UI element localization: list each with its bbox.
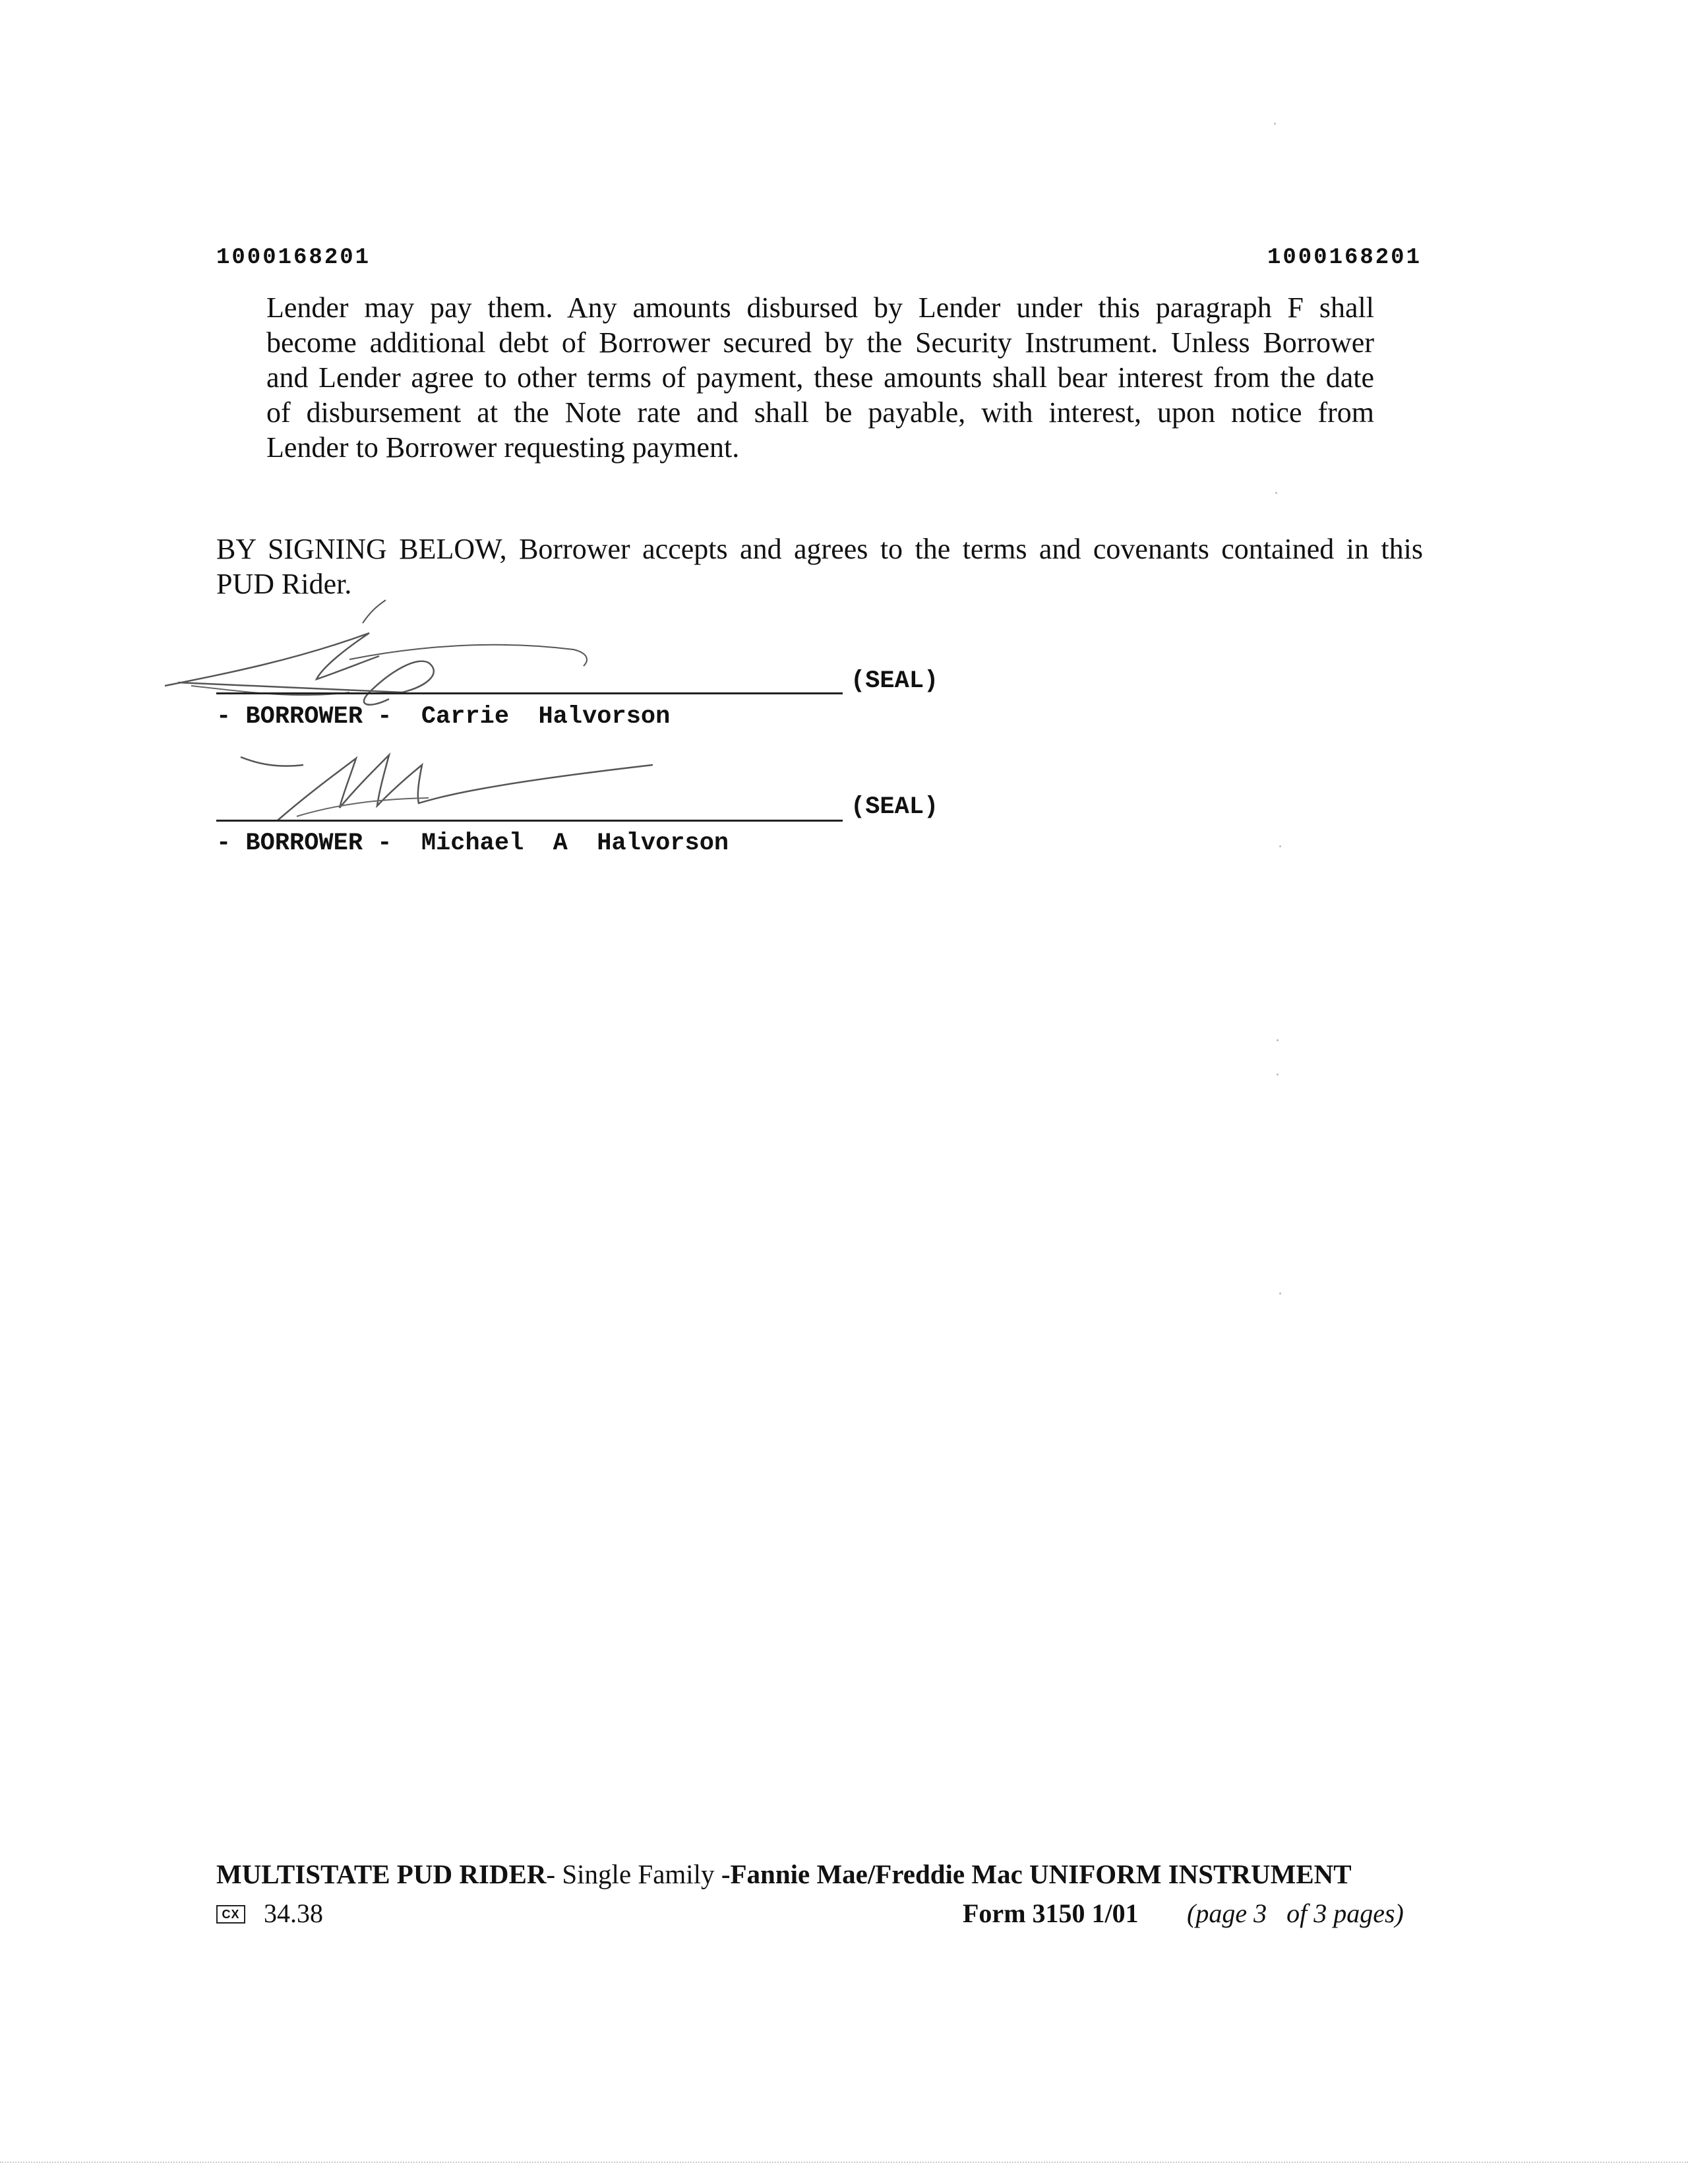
signing-line: BY SIGNING BELOW, Borrower accepts and agrees to the terms and covenants contained in this <box>216 533 1423 565</box>
signing-line: PUD Rider. <box>216 568 352 600</box>
signature-line <box>216 692 843 694</box>
signature-michael-halvorson <box>231 745 666 831</box>
loan-number-left: 1000168201 <box>216 245 371 270</box>
paragraph-line: and Lender agree to other terms of payment, these amounts shall bear interest from the date <box>266 361 1374 394</box>
form-title-bold-2: -Fannie Mae/Freddie Mac UNIFORM INSTRUMENT <box>721 1859 1352 1889</box>
scan-speck <box>1279 1292 1281 1294</box>
borrower-name-label: - BORROWER - Carrie Halvorson <box>216 703 671 731</box>
seal-label: (SEAL) <box>851 667 939 695</box>
signing-statement <box>216 531 1423 601</box>
borrower-name-label: - BORROWER - Michael A Halvorson <box>216 830 729 857</box>
paragraph-line: become additional debt of Borrower secured by the Security Instrument. Unless Borrower <box>266 326 1374 359</box>
cx-logo-icon: CX <box>216 1905 245 1924</box>
scan-speck <box>1274 123 1276 125</box>
scan-speck <box>1277 1039 1279 1041</box>
scan-speck <box>1275 492 1277 494</box>
paragraph-line: of disbursement at the Note rate and shall be payable, with interest, upon notice from <box>266 396 1374 429</box>
paragraph-f-continuation <box>266 290 1374 465</box>
paragraph-line: Lender to Borrower requesting payment. <box>266 431 740 464</box>
signature-line <box>216 820 843 822</box>
scan-speck <box>1279 845 1281 847</box>
loan-number-right: 1000168201 <box>1267 245 1422 270</box>
form-title-bold: MULTISTATE PUD RIDER <box>216 1859 547 1889</box>
form-code: 34.38 <box>264 1898 323 1928</box>
form-title <box>216 1858 1352 1890</box>
scan-speck <box>1277 1074 1279 1076</box>
paragraph-line: Lender may pay them. Any amounts disbursed by Lender under this paragraph F shall <box>266 291 1374 324</box>
form-title-plain: - Single Family <box>546 1859 721 1889</box>
form-number: Form 3150 1/01 <box>963 1898 1139 1928</box>
scan-edge-artifact <box>0 2162 1688 2163</box>
seal-label: (SEAL) <box>851 793 939 821</box>
page-indicator: (page 3 of 3 pages) <box>1187 1898 1404 1928</box>
